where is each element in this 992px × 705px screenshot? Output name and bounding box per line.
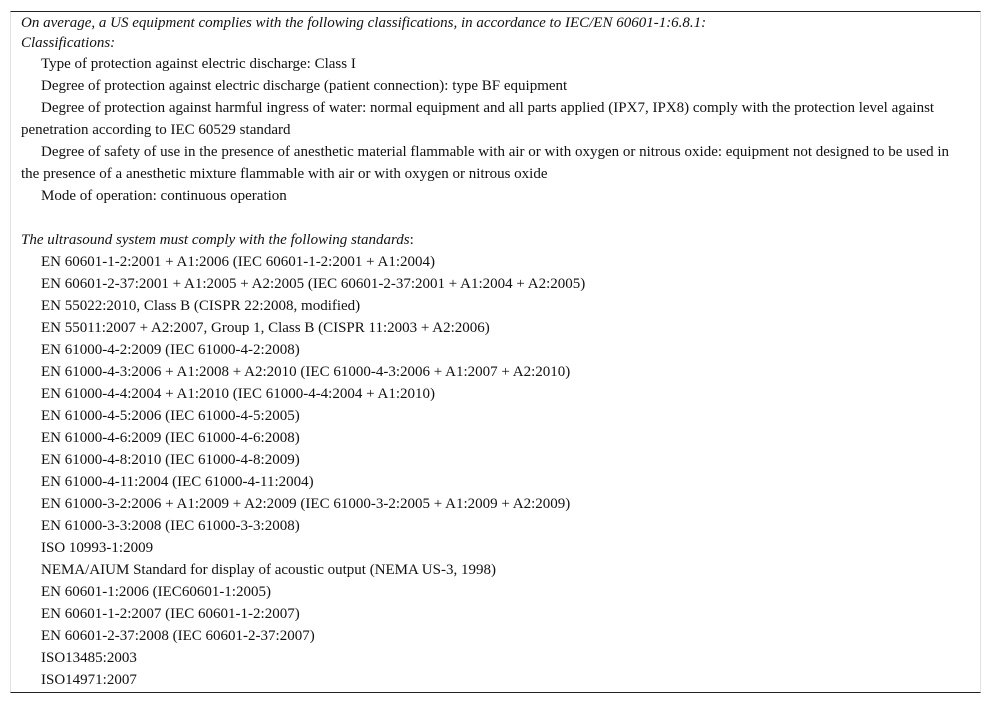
standard-item: EN 61000-3-2:2006 + A1:2009 + A2:2009 (IEC 61000-3-2:2005 + A1:2009 + A2:2009) [41,496,571,512]
classification-item: Mode of operation: continuous operation [41,188,287,204]
standard-item: EN 61000-4-4:2004 + A1:2010 (IEC 61000-4-4:2004 + A1:2010) [41,386,435,402]
standard-item: EN 61000-4-6:2009 (IEC 61000-4-6:2008) [41,430,300,446]
classification-item: Degree of protection against electric discharge (patient connection): type BF equipment [41,78,568,94]
standard-item: EN 61000-4-2:2009 (IEC 61000-4-2:2008) [41,342,300,358]
intro-text: On average, a US equipment complies with the following classifications, in accordance to IEC/EN 60601-1:6.8.1: [21,15,707,31]
standard-item: EN 55011:2007 + A2:2007, Group 1, Class B (CISPR 11:2003 + A2:2006) [41,320,490,336]
standard-item: ISO14971:2007 [41,672,137,688]
spacer [21,207,956,229]
standards-heading [21,229,956,251]
standard-item: EN 61000-4-3:2006 + A1:2008 + A2:2010 (IEC 61000-4-3:2006 + A1:2007 + A2:2010) [41,364,571,380]
standards-heading-text: The ultrasound system must comply with the following standards [21,232,410,248]
standards-heading-colon: : [409,232,414,248]
standard-item: EN 60601-1:2006 (IEC60601-1:2005) [41,584,271,600]
standard-item: EN 60601-2-37:2001 + A1:2005 + A2:2005 (IEC 60601-2-37:2001 + A1:2004 + A2:2005) [41,276,586,292]
standard-item: ISO13485:2003 [41,650,137,666]
classifications-heading: Classifications: [21,35,116,51]
standard-item: NEMA/AIUM Standard for display of acoustic output (NEMA US-3, 1998) [41,562,496,578]
standard-item: EN 61000-4-11:2004 (IEC 61000-4-11:2004) [41,474,314,490]
standard-item: EN 60601-1-2:2001 + A1:2006 (IEC 60601-1-2:2001 + A1:2004) [41,254,435,270]
standard-item: EN 61000-4-8:2010 (IEC 61000-4-8:2009) [41,452,300,468]
standard-item: EN 61000-3-3:2008 (IEC 61000-3-3:2008) [41,518,300,534]
document-body [21,13,956,691]
standard-item: EN 55022:2010, Class B (CISPR 22:2008, modified) [41,298,361,314]
standard-item: EN 60601-1-2:2007 (IEC 60601-1-2:2007) [41,606,300,622]
standard-item: EN 61000-4-5:2006 (IEC 61000-4-5:2005) [41,408,300,424]
standard-item: EN 60601-2-37:2008 (IEC 60601-2-37:2007) [41,628,315,644]
standard-item: ISO 10993-1:2009 [41,540,154,556]
classification-item: Type of protection against electric discharge: Class I [41,56,356,72]
classification-item: Degree of safety of use in the presence of anesthetic material flammable with air or with oxygen or nitrous oxide: equipment not designed to be used in the presence of a anesthetic mixture flammable with air or with oxygen or nitrous oxide [21,144,950,182]
classification-item: Degree of protection against harmful ingress of water: normal equipment and all parts applied (IPX7, IPX8) comply with the protection level against penetration according to IEC 60529 standard [21,100,935,138]
